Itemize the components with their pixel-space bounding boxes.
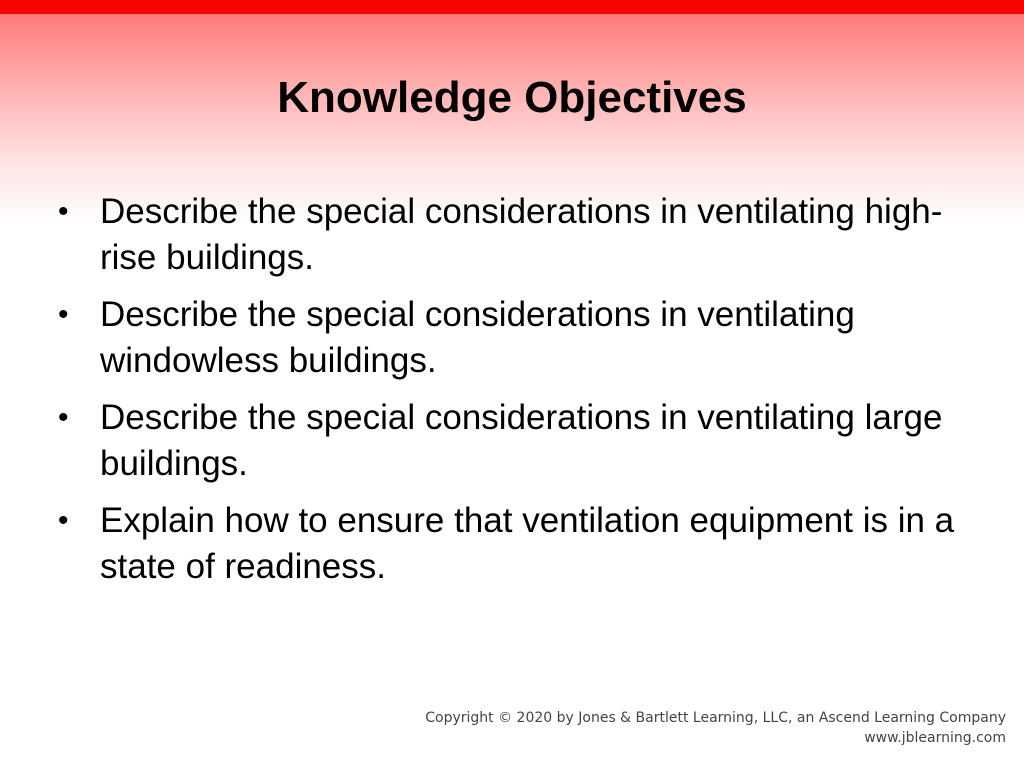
list-item-text: Explain how to ensure that ventilation equipment is in a state of readiness. bbox=[100, 501, 955, 586]
copyright-footer bbox=[425, 708, 1006, 748]
list-item bbox=[58, 189, 978, 281]
list-item-text: Describe the special considerations in ventilating high-rise buildings. bbox=[100, 192, 943, 277]
list-item-text: Describe the special considerations in ventilating large buildings. bbox=[100, 398, 943, 483]
objectives-list bbox=[58, 189, 978, 601]
slide-title: Knowledge Objectives bbox=[277, 73, 747, 122]
list-item bbox=[58, 395, 978, 487]
bullet-icon: • bbox=[58, 298, 69, 331]
bullet-icon: • bbox=[58, 504, 69, 537]
website-text: www.jblearning.com bbox=[864, 730, 1006, 746]
bullet-icon: • bbox=[58, 401, 69, 434]
list-item bbox=[58, 498, 978, 590]
list-item bbox=[58, 292, 978, 384]
bullet-icon: • bbox=[58, 195, 69, 228]
top-accent-bar bbox=[0, 0, 1024, 14]
copyright-text: Copyright © 2020 by Jones & Bartlett Learning, LLC, an Ascend Learning Company bbox=[425, 710, 1006, 726]
list-item-text: Describe the special considerations in ventilating windowless buildings. bbox=[100, 295, 855, 380]
